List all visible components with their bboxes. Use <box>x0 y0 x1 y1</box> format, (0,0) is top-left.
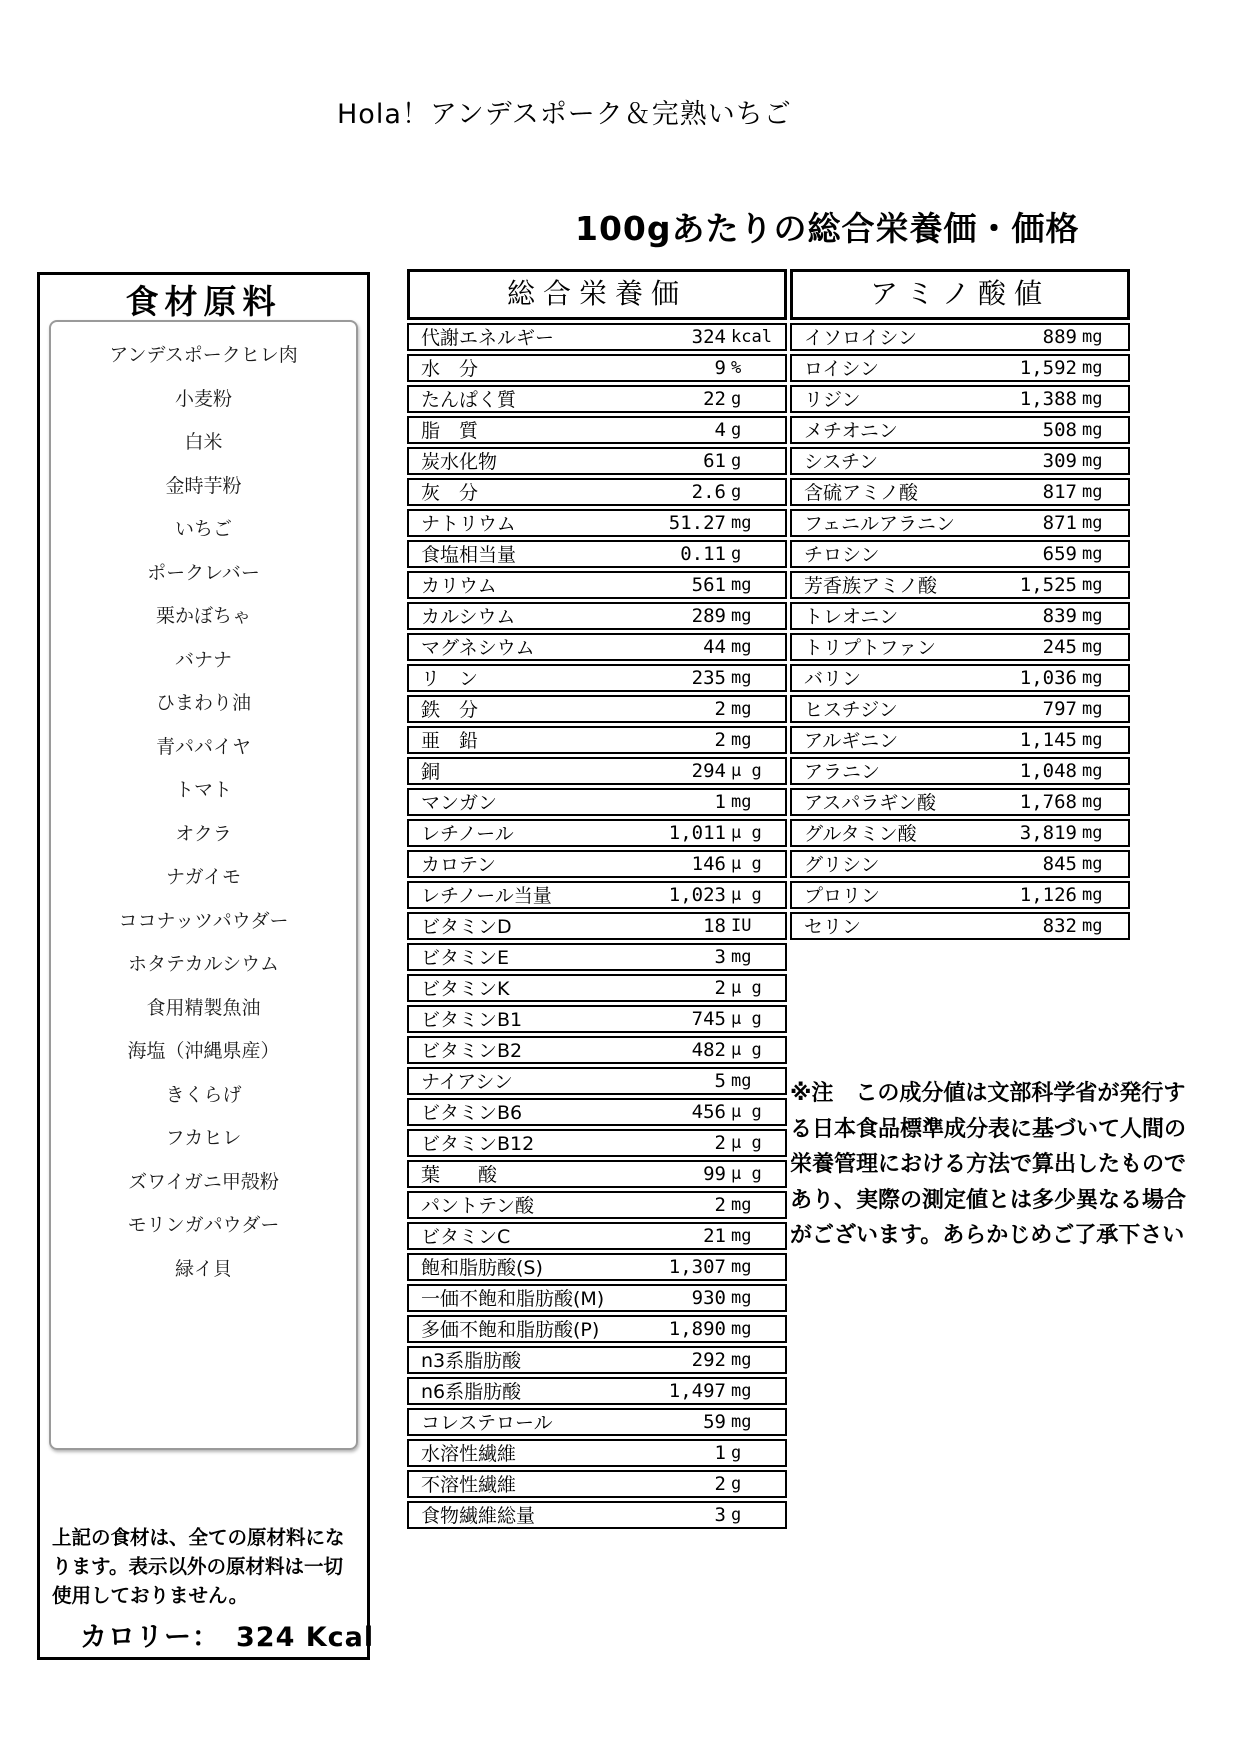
table-row <box>407 974 787 1003</box>
table-row <box>407 850 787 879</box>
row-value: 832 <box>1042 914 1077 937</box>
ingredient-item: 金時芋粉 <box>165 474 242 497</box>
row-value: 889 <box>1042 325 1077 348</box>
row-label: レチノール当量 <box>421 885 552 908</box>
row-value: 2 <box>714 1131 726 1154</box>
row-value: 817 <box>1042 480 1077 503</box>
table-row <box>407 1005 787 1034</box>
row-value: 324 <box>691 325 726 348</box>
calorie-line <box>80 1615 374 1654</box>
ingredient-item: オクラ <box>175 822 232 845</box>
table-row <box>790 695 1130 724</box>
table-row <box>790 726 1130 755</box>
table-row <box>407 664 787 693</box>
row-unit: μ g <box>731 1132 762 1153</box>
row-value: 745 <box>691 1007 726 1030</box>
ingredient-item: ココナッツパウダー <box>118 909 289 932</box>
row-unit: mg <box>1082 481 1103 502</box>
table-row <box>407 354 787 383</box>
table-row <box>407 1160 787 1189</box>
row-value: 1,036 <box>1019 666 1077 689</box>
row-unit: g <box>731 419 742 440</box>
row-unit: mg <box>731 605 752 626</box>
amino-acid-table-rows <box>790 323 1130 941</box>
row-value: 482 <box>691 1038 726 1061</box>
row-label: ロイシン <box>804 358 879 381</box>
row-unit: g <box>731 481 742 502</box>
row-unit: mg <box>1082 667 1103 688</box>
row-value: 1,592 <box>1019 356 1077 379</box>
row-value: 1,126 <box>1019 883 1077 906</box>
row-label: 炭水化物 <box>421 451 498 474</box>
row-label: n3系脂肪酸 <box>421 1350 522 1373</box>
row-value: 289 <box>691 604 726 627</box>
row-value: 508 <box>1042 418 1077 441</box>
ingredient-item: 海塩（沖縄県産） <box>127 1040 280 1062</box>
row-value: 1,307 <box>668 1255 726 1278</box>
row-label: ナイアシン <box>421 1071 513 1094</box>
row-unit: mg <box>1082 605 1103 626</box>
table-row <box>407 416 787 445</box>
ingredient-item: 栗かぼちゃ <box>155 605 251 627</box>
row-unit: mg <box>731 574 752 595</box>
nutrition-table <box>407 269 787 1529</box>
row-unit: mg <box>1082 791 1103 812</box>
row-unit: mg <box>1082 636 1103 657</box>
row-value: 845 <box>1042 852 1077 875</box>
table-row <box>407 881 787 910</box>
row-unit: mg <box>731 512 752 533</box>
table-row <box>407 1036 787 1065</box>
row-unit: mg <box>731 1194 752 1215</box>
row-label: ビタミンB2 <box>421 1040 523 1063</box>
row-unit: IU <box>731 915 752 936</box>
table-row <box>407 633 787 662</box>
row-unit: mg <box>731 1349 752 1370</box>
row-unit: μ g <box>731 977 762 998</box>
table-row <box>407 1253 787 1282</box>
row-label: n6系脂肪酸 <box>421 1381 522 1404</box>
table-row <box>790 850 1130 879</box>
row-value: 1,525 <box>1019 573 1077 596</box>
row-value: 839 <box>1042 604 1077 627</box>
ingredient-item: いちご <box>174 518 232 540</box>
row-label: ヒスチジン <box>804 699 898 722</box>
row-value: 51.27 <box>668 511 726 534</box>
row-label: リジン <box>804 389 861 412</box>
row-unit: μ g <box>731 1039 762 1060</box>
row-label: 含硫アミノ酸 <box>804 482 919 505</box>
table-row <box>407 478 787 507</box>
table-row <box>407 571 787 600</box>
row-value: 44 <box>703 635 726 658</box>
row-label: ビタミンC <box>421 1226 511 1249</box>
row-label: リ ン <box>421 668 479 691</box>
row-value: 1 <box>714 790 726 813</box>
row-value: 9 <box>714 356 726 379</box>
row-unit: mg <box>1082 574 1103 595</box>
ingredient-item: 緑イ貝 <box>174 1257 232 1280</box>
row-label: 葉 酸 <box>421 1164 498 1187</box>
row-unit: g <box>731 388 742 409</box>
row-label: レチノール <box>421 823 514 846</box>
table-row <box>407 509 787 538</box>
table-row <box>790 664 1130 693</box>
row-unit: mg <box>1082 450 1103 471</box>
row-unit: μ g <box>731 1101 762 1122</box>
row-label: ビタミンB6 <box>421 1102 523 1125</box>
ingredient-item: アンデスポークヒレ肉 <box>109 344 298 366</box>
row-label: 水 分 <box>421 358 479 381</box>
row-unit: mg <box>731 1225 752 1246</box>
row-label: カリウム <box>421 575 497 598</box>
table-row <box>407 1067 787 1096</box>
table-row <box>407 1377 787 1406</box>
row-label: カロテン <box>421 854 497 877</box>
row-label: ビタミンK <box>421 978 510 1001</box>
row-value: 245 <box>1042 635 1077 658</box>
calorie-label: カロリー： <box>80 1622 220 1653</box>
table-row <box>790 540 1130 569</box>
row-label: アルギニン <box>804 730 899 753</box>
row-label: 不溶性繊維 <box>421 1474 517 1497</box>
row-unit: mg <box>731 1411 752 1432</box>
row-label: シスチン <box>804 451 879 474</box>
row-unit: mg <box>1082 915 1103 936</box>
table-row <box>790 478 1130 507</box>
row-label: パントテン酸 <box>421 1195 535 1218</box>
row-unit: mg <box>1082 357 1103 378</box>
row-unit: g <box>731 543 742 564</box>
ingredient-item: ズワイガニ甲殻粉 <box>128 1170 279 1193</box>
row-unit: mg <box>1082 698 1103 719</box>
row-value: 2 <box>714 1193 726 1216</box>
row-label: プロリン <box>804 885 881 908</box>
table-row <box>407 1129 787 1158</box>
table-row <box>407 1470 787 1499</box>
row-label: チロシン <box>804 544 880 567</box>
row-value: 1 <box>714 1441 726 1464</box>
row-unit: mg <box>1082 853 1103 874</box>
row-value: 1,890 <box>668 1317 726 1340</box>
row-unit: mg <box>731 1380 752 1401</box>
table-row <box>790 571 1130 600</box>
table-row <box>790 416 1130 445</box>
ingredient-item: きくらげ <box>165 1083 242 1106</box>
row-value: 456 <box>691 1100 726 1123</box>
row-unit: mg <box>731 1318 752 1339</box>
row-value: 0.11 <box>680 542 726 565</box>
row-value: 3 <box>714 945 726 968</box>
row-value: 99 <box>703 1162 726 1185</box>
row-label: グリシン <box>804 854 880 877</box>
table-row <box>790 819 1130 848</box>
row-label: ビタミンB1 <box>421 1009 523 1032</box>
row-label: 飽和脂肪酸(S) <box>421 1257 543 1280</box>
row-value: 235 <box>691 666 726 689</box>
row-value: 59 <box>703 1410 726 1433</box>
row-label: 一価不飽和脂肪酸(M) <box>421 1288 605 1311</box>
row-value: 4 <box>714 418 726 441</box>
row-unit: μ g <box>731 822 762 843</box>
table-row <box>407 1439 787 1468</box>
row-value: 2 <box>714 697 726 720</box>
nutrition-table-header: 総合栄養価 <box>407 269 787 320</box>
table-row <box>407 819 787 848</box>
row-unit: g <box>731 1504 742 1525</box>
table-row <box>790 788 1130 817</box>
row-value: 294 <box>691 759 726 782</box>
amino-acid-table <box>790 269 1130 940</box>
row-label: バリン <box>804 668 862 691</box>
row-value: 61 <box>703 449 726 472</box>
row-unit: mg <box>1082 326 1103 347</box>
ingredient-item: ホタテカルシウム <box>128 953 279 975</box>
table-row <box>407 726 787 755</box>
row-label: グルタミン酸 <box>804 823 917 846</box>
row-value: 1,011 <box>668 821 726 844</box>
table-row <box>407 323 787 352</box>
row-unit: mg <box>1082 512 1103 533</box>
row-value: 930 <box>691 1286 726 1309</box>
table-row <box>407 943 787 972</box>
row-label: 多価不飽和脂肪酸(P) <box>421 1319 600 1342</box>
row-unit: μ g <box>731 853 762 874</box>
row-label: セリン <box>804 916 862 939</box>
row-value: 1,023 <box>668 883 726 906</box>
row-label: 代謝エネルギー <box>421 327 555 350</box>
table-row <box>407 602 787 631</box>
row-unit: mg <box>731 946 752 967</box>
row-value: 2.6 <box>691 480 726 503</box>
row-value: 3,819 <box>1019 821 1077 844</box>
table-row <box>407 385 787 414</box>
table-row <box>407 1408 787 1437</box>
row-label: たんぱく質 <box>421 389 517 412</box>
row-label: ビタミンE <box>421 947 510 970</box>
table-row <box>790 447 1130 476</box>
table-row <box>790 881 1130 910</box>
table-row <box>790 385 1130 414</box>
ingredients-list <box>49 320 358 1450</box>
row-label: マグネシウム <box>421 637 535 660</box>
row-value: 22 <box>703 387 726 410</box>
ingredient-item: モリンガパウダー <box>127 1214 280 1236</box>
table-row <box>790 602 1130 631</box>
table-row <box>407 1222 787 1251</box>
table-row <box>790 757 1130 786</box>
row-label: 灰 分 <box>421 482 479 505</box>
row-unit: mg <box>1082 760 1103 781</box>
row-label: 食物繊維総量 <box>421 1505 536 1528</box>
row-unit: mg <box>731 729 752 750</box>
table-row <box>790 633 1130 662</box>
row-unit: mg <box>1082 729 1103 750</box>
row-value: 1,388 <box>1019 387 1077 410</box>
row-label: 芳香族アミノ酸 <box>804 575 938 598</box>
ingredient-item: ポークレバー <box>147 561 260 584</box>
row-unit: mg <box>731 636 752 657</box>
table-row <box>407 1501 787 1530</box>
row-unit: mg <box>731 1070 752 1091</box>
row-value: 2 <box>714 728 726 751</box>
row-label: ナトリウム <box>421 513 516 536</box>
row-value: 561 <box>691 573 726 596</box>
table-row <box>407 540 787 569</box>
row-label: イソロイシン <box>804 327 917 350</box>
row-unit: g <box>731 1442 742 1463</box>
table-row <box>407 447 787 476</box>
table-row <box>790 912 1130 941</box>
ingredient-item: 白米 <box>184 431 223 453</box>
row-label: ビタミンD <box>421 916 512 939</box>
row-value: 1,768 <box>1019 790 1077 813</box>
row-label: コレステロール <box>421 1412 553 1435</box>
ingredient-item: 食用精製魚油 <box>146 996 261 1019</box>
row-unit: mg <box>731 1287 752 1308</box>
row-unit: mg <box>1082 884 1103 905</box>
table-row <box>790 354 1130 383</box>
row-value: 3 <box>714 1503 726 1526</box>
row-unit: g <box>731 450 742 471</box>
table-row <box>407 1098 787 1127</box>
row-label: アラニン <box>804 761 881 784</box>
row-label: ビタミンB12 <box>421 1133 535 1156</box>
row-label: 鉄 分 <box>421 699 479 722</box>
row-unit: mg <box>1082 543 1103 564</box>
row-label: 脂 質 <box>421 420 479 443</box>
row-label: マンガン <box>421 792 498 815</box>
row-unit: mg <box>731 698 752 719</box>
ingredient-item: 小麦粉 <box>174 387 232 410</box>
page-subtitle: 100gあたりの総合栄養価・価格 <box>575 209 1080 248</box>
row-label: 銅 <box>421 761 441 784</box>
row-value: 21 <box>703 1224 726 1247</box>
table-row <box>407 912 787 941</box>
row-value: 1,145 <box>1019 728 1077 751</box>
row-unit: mg <box>731 1256 752 1277</box>
ingredients-note: 上記の食材は、全ての原材料になります。表示以外の原材料は一切使用しておりません。 <box>52 1526 345 1607</box>
row-value: 309 <box>1042 449 1077 472</box>
table-row <box>790 509 1130 538</box>
table-row <box>407 757 787 786</box>
page-title: Hola！アンデスポーク＆完熟いちご <box>337 99 792 130</box>
row-value: 5 <box>714 1069 726 1092</box>
calorie-value: 324 Kcal <box>236 1622 375 1653</box>
row-value: 1,048 <box>1019 759 1077 782</box>
row-unit: mg <box>1082 388 1103 409</box>
row-value: 292 <box>691 1348 726 1371</box>
row-unit: mg <box>1082 822 1103 843</box>
row-value: 2 <box>714 976 726 999</box>
row-label: アスパラギン酸 <box>804 792 937 815</box>
row-label: トレオニン <box>804 606 899 629</box>
row-unit: % <box>731 357 742 378</box>
row-unit: g <box>731 1473 742 1494</box>
ingredient-item: バナナ <box>174 648 232 671</box>
table-row <box>407 1346 787 1375</box>
table-row <box>407 1191 787 1220</box>
table-row <box>407 1315 787 1344</box>
row-unit: kcal <box>731 326 772 347</box>
amino-acid-table-header: アミノ酸値 <box>790 269 1130 320</box>
row-unit: μ g <box>731 760 762 781</box>
table-row <box>407 788 787 817</box>
row-value: 1,497 <box>668 1379 726 1402</box>
ingredient-item: ナガイモ <box>165 866 242 888</box>
table-row <box>790 323 1130 352</box>
row-value: 871 <box>1042 511 1077 534</box>
footnote: ※注 この成分値は文部科学省が発行する日本食品標準成分表に基づいて人間の栄養管理における方法で算出したものであり、実際の測定値とは多少異なる場合がございます。あらかじめご了承下さい <box>790 1081 1187 1248</box>
row-unit: mg <box>731 791 752 812</box>
row-unit: μ g <box>731 884 762 905</box>
row-value: 146 <box>691 852 726 875</box>
table-row <box>407 695 787 724</box>
row-label: 食塩相当量 <box>421 544 517 567</box>
ingredient-item: 青パパイヤ <box>155 735 251 758</box>
ingredients-panel <box>37 272 375 1660</box>
table-row <box>407 1284 787 1313</box>
row-value: 659 <box>1042 542 1077 565</box>
row-label: カルシウム <box>421 606 516 629</box>
nutrition-table-rows <box>407 323 787 1530</box>
row-unit: mg <box>731 667 752 688</box>
row-unit: μ g <box>731 1163 762 1184</box>
ingredient-item: トマト <box>174 779 232 801</box>
row-label: 亜 鉛 <box>421 730 479 753</box>
ingredients-title: 食材原料 <box>125 282 282 321</box>
row-unit: mg <box>1082 419 1103 440</box>
row-label: メチオニン <box>804 420 898 443</box>
row-unit: μ g <box>731 1008 762 1029</box>
row-label: トリプトファン <box>804 637 937 660</box>
ingredient-item: ひまわり油 <box>155 692 251 714</box>
row-value: 2 <box>714 1472 726 1495</box>
row-value: 18 <box>703 914 726 937</box>
ingredient-item: フカヒレ <box>165 1127 242 1149</box>
row-value: 797 <box>1042 697 1077 720</box>
row-label: フェニルアラニン <box>804 513 956 536</box>
row-label: 水溶性繊維 <box>421 1443 517 1466</box>
